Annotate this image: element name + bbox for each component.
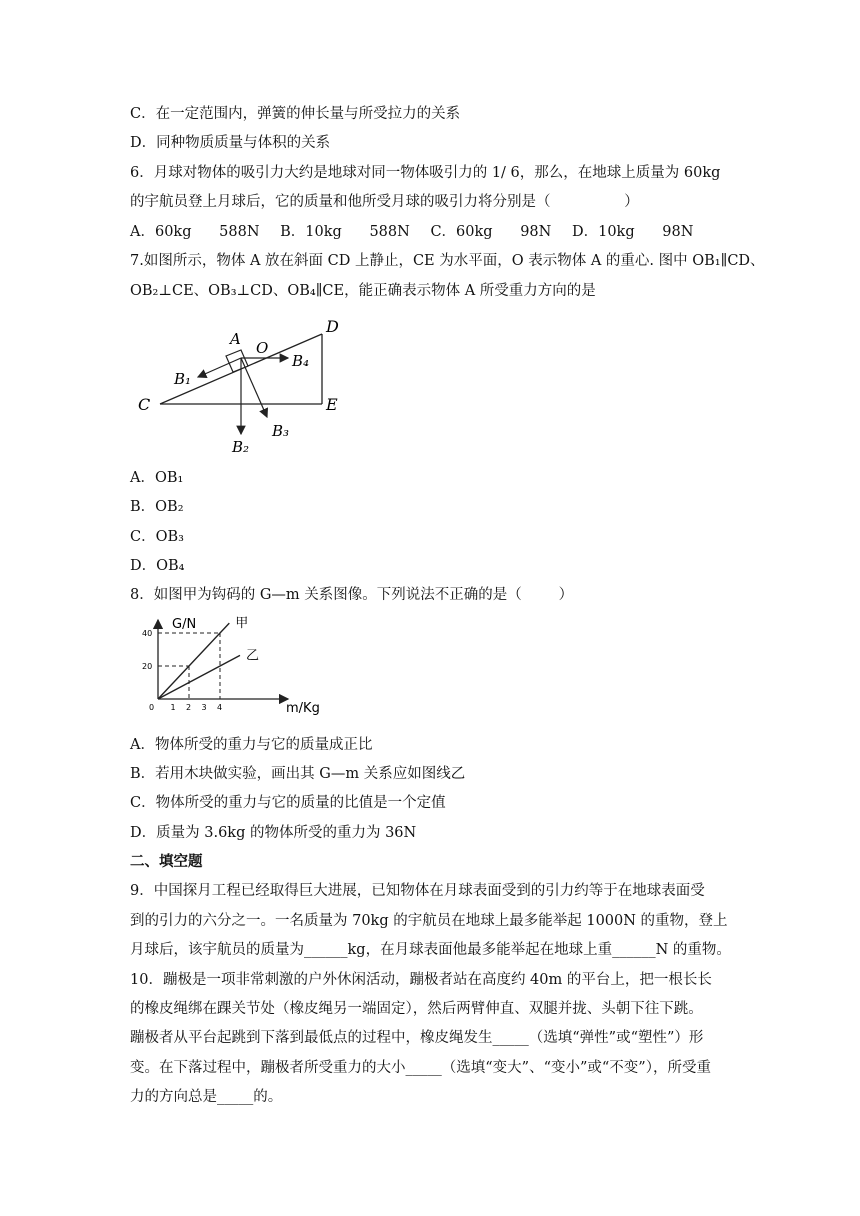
q6-option-a: A．60kg 588N <box>130 224 260 240</box>
x-tick-label-0: 0 <box>149 703 155 712</box>
x-tick-label-4: 4 <box>217 703 223 712</box>
q8-stem: 8．如图甲为钩码的 G—m 关系图像。下列说法不正确的是（ ） <box>130 587 574 603</box>
q8-option-c: C．物体所受的重力与它的质量的比值是一个定值 <box>130 795 446 811</box>
label-b1: B₁ <box>174 370 192 388</box>
q7-option-a: A．OB₁ <box>130 470 184 486</box>
label-d: D <box>326 317 339 336</box>
q10-line3: 蹦极者从平台起跳到下落到最低点的过程中，橡皮绳发生_____（选填“弹性”或“塑性”）形 <box>130 1030 704 1046</box>
q6-option-d: D．10kg 98N <box>571 224 694 240</box>
label-o: O <box>256 339 269 357</box>
q10-line1: 10．蹦极是一项非常刺激的户外休闲活动，蹦极者站在高度约 40m 的平台上，把一根长长 <box>130 972 712 988</box>
q10-line2: 的橡皮绳绑在踝关节处（橡皮绳另一端固定），然后两臂伸直、双腿并拢、头朝下往下跳。 <box>130 1001 703 1017</box>
q5-option-c: C．在一定范围内，弹簧的伸长量与所受拉力的关系 <box>130 106 461 122</box>
q7-option-c: C．OB₃ <box>130 529 184 545</box>
x-tick-label-2: 2 <box>186 703 192 712</box>
label-c: C <box>138 395 151 414</box>
series-label-1: 乙 <box>245 648 260 664</box>
q10-line4: 变。在下落过程中，蹦极者所受重力的大小_____（选填“变大”、“变小”或“不变”），所受重 <box>130 1060 711 1076</box>
q9-line2: 到的引力的六分之一。一名质量为 70kg 的宇航员在地球上最多能举起 1000N 的重物，登上 <box>130 913 728 929</box>
q7-stem-line2: OB₂⊥CE、OB₃⊥CD、OB₄∥CE，能正确表示物体 A 所受重力方向的是 <box>130 283 596 299</box>
series-label-0: 甲 <box>235 616 249 632</box>
g-m-chart <box>138 612 338 722</box>
q10-line5: 力的方向总是_____的。 <box>130 1089 283 1105</box>
label-b3: B₃ <box>272 422 290 440</box>
section-title: 二、填空题 <box>130 853 203 870</box>
q8-option-d: D．质量为 3.6kg 的物体所受的重力为 36N <box>130 825 417 841</box>
y-tick-label-40: 40 <box>142 629 153 638</box>
q8-option-a: A．物体所受的重力与它的质量成正比 <box>130 737 373 753</box>
q6-stem-line2: 的宇航员登上月球后，它的质量和他所受月球的吸引力将分别是（ ） <box>130 194 639 210</box>
block-a <box>226 350 248 372</box>
series-line-1 <box>158 655 240 699</box>
q5-option-d: D．同种物质质量与体积的关系 <box>130 135 331 151</box>
q6-options <box>130 222 709 242</box>
q6-option-c: C．60kg 98N <box>430 224 552 240</box>
series-line-0 <box>158 623 229 699</box>
q7-option-d: D．OB₄ <box>130 558 185 574</box>
arrow-ob3 <box>241 358 267 417</box>
q6-option-b: B．10kg 588N <box>280 224 410 240</box>
q6-stem-line1: 6．月球对物体的吸引力大约是地球对同一物体吸引力的 1/ 6，那么，在地球上质量为 60kg <box>130 165 721 181</box>
incline-diagram <box>130 312 360 462</box>
q8-option-b: B．若用木块做实验，画出其 G—m 关系应如图线乙 <box>130 766 466 782</box>
x-tick-label-3: 3 <box>201 703 207 712</box>
q9-line3: 月球后，该宇航员的质量为______kg，在月球表面他最多能举起在地球上重______N 的重物。 <box>130 942 731 958</box>
label-a: A <box>230 330 241 348</box>
label-b4: B₄ <box>292 352 310 370</box>
x-axis-label: m/Kg <box>286 701 320 716</box>
label-b2: B₂ <box>232 438 250 456</box>
y-axis-label: G/N <box>172 617 197 632</box>
q9-line1: 9．中国探月工程已经取得巨大进展，已知物体在月球表面受到的引力约等于在地球表面受 <box>130 883 705 899</box>
y-tick-label-20: 20 <box>142 662 153 671</box>
label-e: E <box>326 395 338 414</box>
q7-stem-line1: 7.如图所示，物体 A 放在斜面 CD 上静止，CE 为水平面，O 表示物体 A 的重心. 图中 OB₁∥CD、 <box>130 253 765 269</box>
q7-option-b: B．OB₂ <box>130 499 184 515</box>
x-tick-label-1: 1 <box>170 703 176 712</box>
